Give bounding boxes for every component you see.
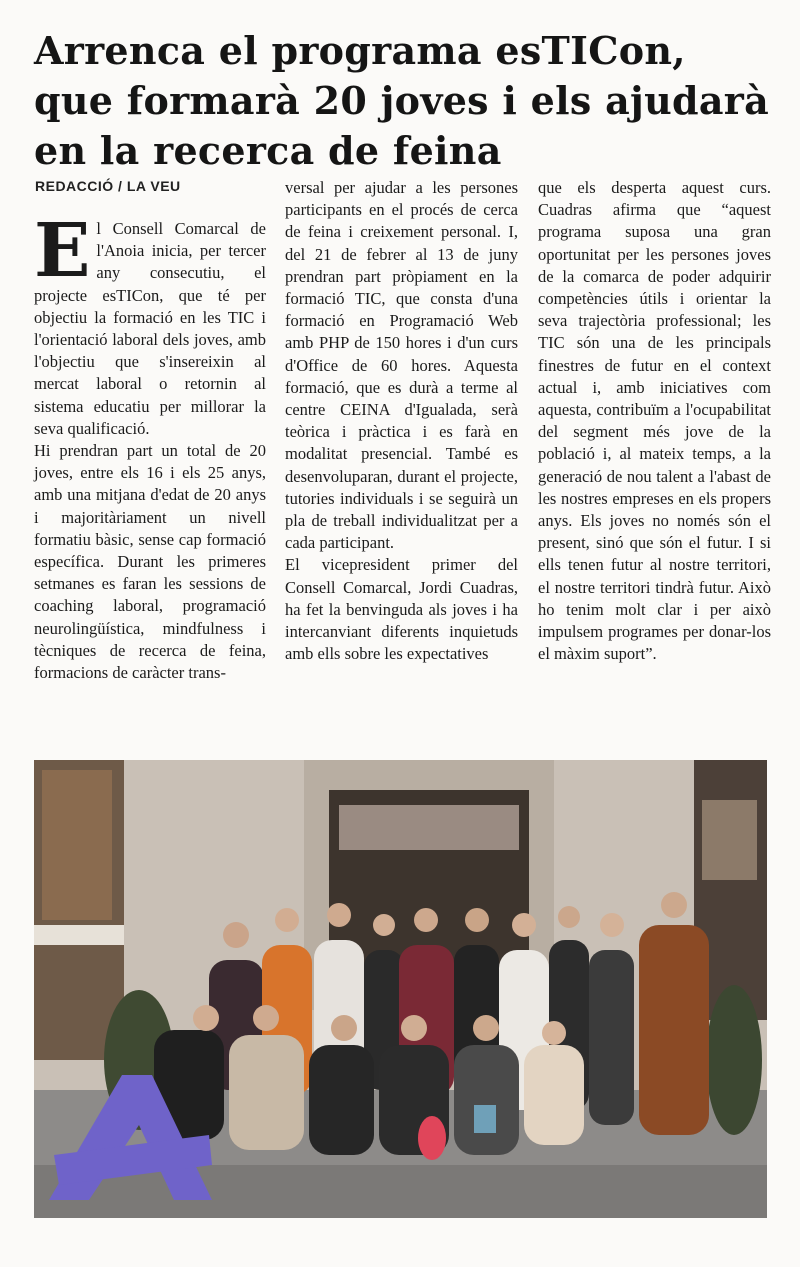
- paragraph-text: l Consell Comarcal de l'Anoia inicia, per tercer any consecutiu, el projecte esTICon, que té per objectiu la formació en les TIC i l'orientació laboral dels joves, amb l'objectiu que s'insereixin al mercat laboral o retornin al sistema educatiu per millorar la seva qualificació.: [34, 219, 266, 438]
- article-headline: [34, 26, 774, 176]
- left-window-glass: [42, 770, 112, 920]
- drop-cap: E: [34, 208, 91, 294]
- article-column-3: [538, 177, 771, 665]
- left-window-sign: [34, 925, 124, 945]
- door-window: [339, 805, 519, 850]
- byline: REDACCIÓ / LA VEU: [35, 178, 181, 194]
- headline-line-3: en la recerca de feina: [34, 128, 502, 173]
- headline-line-2: que formarà 20 joves i els ajudarà: [34, 78, 770, 123]
- paragraph: El vicepresident primer del Consell Comarcal, Jordi Cuadras, ha fet la benvinguda als joves i ha intercanviant diferents inquietuds amb ells sobre les expectatives: [285, 555, 518, 664]
- headline-line-1: Arrenca el programa esTICon,: [34, 28, 686, 73]
- right-plant: [706, 985, 762, 1135]
- right-window-glass: [702, 800, 757, 880]
- paragraph: versal per ajudar a les persones participants en el procés de cerca de feina i creixement personal. I, del 21 de febrer al 13 de juny prendran part pròpiament en la formació TIC, que consta d'una formació en Programació Web amb PHP de 150 hores i d'un curs d'Office de 60 hores. Aquesta formació, que es durà a terme al centre CEINA d'Igualada, serà teòrica i pràctica i es farà en modalitat presencial. També es desenvoluparan, durant el projecte, tutories individuals i se seguirà un pla de treball individualitzat per a cada participant.: [285, 178, 518, 553]
- article-column-2: [285, 177, 518, 665]
- article-column-1: [34, 208, 266, 684]
- paragraph: [34, 208, 266, 440]
- paragraph: que els desperta aquest curs. Cuadras afirma que “aquest programa suposa una gran oportunitat per les persones joves de la comarca de poder adquirir competències útils i orientar la seva trajectòria professional; les TIC són una de les principals finestres de futur en el context actual i, amb iniciatives com aquesta, contribuïm a l'ocupabilitat del segment més jove de la població i, al mateix temps, a la generació de nou talent a l'abast de les nostres empreses en els propers anys. Els joves no només són el present, sinó que són el futur. I si ells tenen futur al nostre territori, el nostre territori tindrà futur. Això ho tenim molt clar i per això impulsem programes per donar-los el màxim suport”.: [538, 178, 771, 664]
- group-photo-illustration: [34, 760, 767, 1218]
- group-photo: [34, 760, 767, 1218]
- paragraph: Hi prendran part un total de 20 joves, entre els 16 i els 25 anys, amb una mitjana d'edat de 20 anys i majoritàriament un nivell formatiu bàsic, sense cap formació específica. Durant les primeres setmanes es faran les sessions de coaching laboral, programació neurolingüística, mindfulness i tècniques de recerca de feina, formacions de caràcter trans-: [34, 441, 266, 683]
